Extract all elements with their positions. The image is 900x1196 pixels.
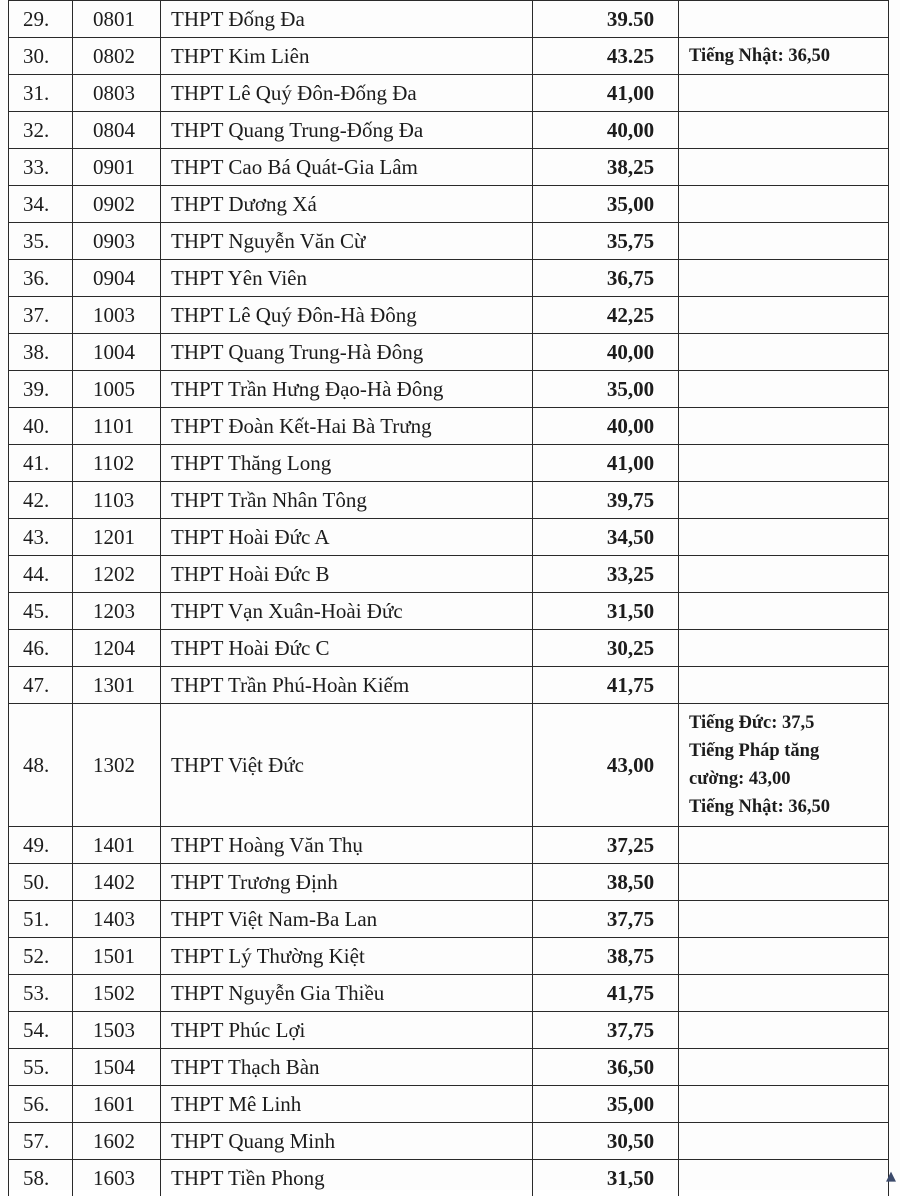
admission-score-cell: 33,25: [533, 556, 679, 593]
school-code-cell: 1004: [73, 334, 161, 371]
school-name-cell: THPT Mê Linh: [161, 1086, 533, 1123]
school-name-cell: THPT Tiền Phong: [161, 1160, 533, 1196]
table-row: [9, 482, 889, 519]
school-code-cell: 0801: [73, 1, 161, 38]
note-cell: [679, 334, 889, 371]
note-cell: [679, 1049, 889, 1086]
row-number-cell: 54.: [9, 1012, 73, 1049]
admission-score-cell: 38,75: [533, 938, 679, 975]
page-edge-mark: ▲: [886, 1170, 900, 1184]
school-code-cell: 0901: [73, 149, 161, 186]
school-name-cell: THPT Kim Liên: [161, 38, 533, 75]
school-code-cell: 1504: [73, 1049, 161, 1086]
note-cell: [679, 901, 889, 938]
note-cell: [679, 112, 889, 149]
school-code-cell: 0804: [73, 112, 161, 149]
school-name-cell: THPT Nguyễn Gia Thiều: [161, 975, 533, 1012]
school-name-cell: THPT Vạn Xuân-Hoài Đức: [161, 593, 533, 630]
admission-score-cell: 38,25: [533, 149, 679, 186]
note-cell: [679, 667, 889, 704]
admission-score-cell: 40,00: [533, 112, 679, 149]
table-row: [9, 371, 889, 408]
admission-score-cell: 30,25: [533, 630, 679, 667]
row-number-cell: 41.: [9, 445, 73, 482]
row-number-cell: 49.: [9, 827, 73, 864]
school-name-cell: THPT Trần Hưng Đạo-Hà Đông: [161, 371, 533, 408]
row-number-cell: 58.: [9, 1160, 73, 1196]
note-cell: [679, 186, 889, 223]
admission-score-cell: 41,00: [533, 445, 679, 482]
note-line: Tiếng Nhật: 36,50: [689, 793, 888, 821]
row-number-cell: 30.: [9, 38, 73, 75]
admission-score-cell: 41,75: [533, 667, 679, 704]
school-code-cell: 1101: [73, 408, 161, 445]
row-number-cell: 45.: [9, 593, 73, 630]
table-row: [9, 112, 889, 149]
school-code-cell: 1403: [73, 901, 161, 938]
row-number-cell: 37.: [9, 297, 73, 334]
note-cell: [679, 704, 889, 827]
table-row: [9, 445, 889, 482]
admission-score-cell: 38,50: [533, 864, 679, 901]
school-name-cell: THPT Trần Nhân Tông: [161, 482, 533, 519]
admission-score-cell: 35,00: [533, 1086, 679, 1123]
note-line: Tiếng Đức: 37,5: [689, 709, 888, 737]
admission-score-cell: 41,00: [533, 75, 679, 112]
note-line: cường: 43,00: [689, 765, 888, 793]
school-code-cell: 1003: [73, 297, 161, 334]
school-code-cell: 1602: [73, 1123, 161, 1160]
table-row: [9, 1, 889, 38]
table-row: [9, 519, 889, 556]
row-number-cell: 55.: [9, 1049, 73, 1086]
row-number-cell: 39.: [9, 371, 73, 408]
admission-score-cell: 39.50: [533, 1, 679, 38]
admission-score-cell: 43,00: [533, 704, 679, 827]
note-cell: [679, 482, 889, 519]
school-name-cell: THPT Cao Bá Quát-Gia Lâm: [161, 149, 533, 186]
school-code-cell: 1202: [73, 556, 161, 593]
table-row: [9, 593, 889, 630]
school-code-cell: 1402: [73, 864, 161, 901]
school-code-cell: 1103: [73, 482, 161, 519]
school-name-cell: THPT Quang Trung-Hà Đông: [161, 334, 533, 371]
note-cell: [679, 827, 889, 864]
school-name-cell: THPT Dương Xá: [161, 186, 533, 223]
table-row: [9, 38, 889, 75]
admission-score-cell: 41,75: [533, 975, 679, 1012]
admission-score-cell: 37,75: [533, 1012, 679, 1049]
note-cell: [679, 1160, 889, 1196]
row-number-cell: 47.: [9, 667, 73, 704]
school-name-cell: THPT Phúc Lợi: [161, 1012, 533, 1049]
admission-score-table: [8, 0, 889, 1196]
note-line: Tiếng Nhật: 36,50: [689, 42, 888, 70]
admission-score-cell: 34,50: [533, 519, 679, 556]
row-number-cell: 52.: [9, 938, 73, 975]
table-row: [9, 901, 889, 938]
note-cell: [679, 864, 889, 901]
school-code-cell: 1201: [73, 519, 161, 556]
school-code-cell: 0902: [73, 186, 161, 223]
admission-score-cell: 31,50: [533, 593, 679, 630]
note-cell: [679, 260, 889, 297]
school-name-cell: THPT Lê Quý Đôn-Hà Đông: [161, 297, 533, 334]
admission-score-cell: 31,50: [533, 1160, 679, 1196]
note-cell: [679, 1123, 889, 1160]
school-name-cell: THPT Lê Quý Đôn-Đống Đa: [161, 75, 533, 112]
note-cell: [679, 519, 889, 556]
note-cell: [679, 75, 889, 112]
row-number-cell: 53.: [9, 975, 73, 1012]
admission-score-cell: 40,00: [533, 408, 679, 445]
row-number-cell: 36.: [9, 260, 73, 297]
admission-score-cell: 40,00: [533, 334, 679, 371]
table-row: [9, 667, 889, 704]
row-number-cell: 44.: [9, 556, 73, 593]
admission-score-cell: 37,25: [533, 827, 679, 864]
note-cell: [679, 38, 889, 75]
admission-score-cell: 35,00: [533, 371, 679, 408]
row-number-cell: 35.: [9, 223, 73, 260]
table-row: [9, 864, 889, 901]
table-row: [9, 827, 889, 864]
admission-score-cell: 30,50: [533, 1123, 679, 1160]
note-cell: [679, 297, 889, 334]
table-row: [9, 223, 889, 260]
school-code-cell: 1203: [73, 593, 161, 630]
table-row: [9, 938, 889, 975]
note-cell: [679, 408, 889, 445]
school-code-cell: 1204: [73, 630, 161, 667]
school-name-cell: THPT Hoài Đức B: [161, 556, 533, 593]
school-code-cell: 1401: [73, 827, 161, 864]
note-cell: [679, 630, 889, 667]
table-row: [9, 975, 889, 1012]
table-row: [9, 260, 889, 297]
table-row: [9, 556, 889, 593]
admission-score-cell: 35,00: [533, 186, 679, 223]
school-code-cell: 0904: [73, 260, 161, 297]
table-row: [9, 334, 889, 371]
admission-score-cell: 42,25: [533, 297, 679, 334]
school-code-cell: 0903: [73, 223, 161, 260]
note-cell: [679, 1, 889, 38]
note-cell: [679, 975, 889, 1012]
table-row: [9, 704, 889, 827]
admission-score-cell: 43.25: [533, 38, 679, 75]
admission-score-cell: 39,75: [533, 482, 679, 519]
table-row: [9, 75, 889, 112]
admission-score-cell: 36,50: [533, 1049, 679, 1086]
row-number-cell: 40.: [9, 408, 73, 445]
row-number-cell: 56.: [9, 1086, 73, 1123]
school-code-cell: 1102: [73, 445, 161, 482]
row-number-cell: 34.: [9, 186, 73, 223]
table-row: [9, 1160, 889, 1196]
note-cell: [679, 556, 889, 593]
school-name-cell: THPT Nguyễn Văn Cừ: [161, 223, 533, 260]
row-number-cell: 33.: [9, 149, 73, 186]
school-code-cell: 1502: [73, 975, 161, 1012]
school-code-cell: 0802: [73, 38, 161, 75]
school-name-cell: THPT Đoàn Kết-Hai Bà Trưng: [161, 408, 533, 445]
school-name-cell: THPT Trần Phú-Hoàn Kiếm: [161, 667, 533, 704]
school-code-cell: 1603: [73, 1160, 161, 1196]
note-cell: [679, 371, 889, 408]
table-row: [9, 1086, 889, 1123]
table-row: [9, 1049, 889, 1086]
school-name-cell: THPT Đống Đa: [161, 1, 533, 38]
row-number-cell: 38.: [9, 334, 73, 371]
school-name-cell: THPT Yên Viên: [161, 260, 533, 297]
row-number-cell: 29.: [9, 1, 73, 38]
table-row: [9, 1123, 889, 1160]
school-name-cell: THPT Thạch Bàn: [161, 1049, 533, 1086]
note-cell: [679, 1012, 889, 1049]
school-name-cell: THPT Quang Minh: [161, 1123, 533, 1160]
school-name-cell: THPT Hoài Đức C: [161, 630, 533, 667]
row-number-cell: 42.: [9, 482, 73, 519]
school-code-cell: 1301: [73, 667, 161, 704]
row-number-cell: 51.: [9, 901, 73, 938]
table-row: [9, 408, 889, 445]
school-code-cell: 1005: [73, 371, 161, 408]
row-number-cell: 32.: [9, 112, 73, 149]
table-row: [9, 186, 889, 223]
row-number-cell: 31.: [9, 75, 73, 112]
school-name-cell: THPT Hoàng Văn Thụ: [161, 827, 533, 864]
row-number-cell: 48.: [9, 704, 73, 827]
note-cell: [679, 593, 889, 630]
note-cell: [679, 1086, 889, 1123]
school-name-cell: THPT Hoài Đức A: [161, 519, 533, 556]
school-code-cell: 1503: [73, 1012, 161, 1049]
school-name-cell: THPT Quang Trung-Đống Đa: [161, 112, 533, 149]
school-name-cell: THPT Việt Đức: [161, 704, 533, 827]
school-name-cell: THPT Lý Thường Kiệt: [161, 938, 533, 975]
school-code-cell: 1302: [73, 704, 161, 827]
note-line: Tiếng Pháp tăng: [689, 737, 888, 765]
school-name-cell: THPT Thăng Long: [161, 445, 533, 482]
table-body: [9, 1, 889, 1196]
school-code-cell: 1601: [73, 1086, 161, 1123]
school-name-cell: THPT Việt Nam-Ba Lan: [161, 901, 533, 938]
row-number-cell: 57.: [9, 1123, 73, 1160]
note-cell: [679, 149, 889, 186]
table-row: [9, 149, 889, 186]
table-row: [9, 1012, 889, 1049]
note-cell: [679, 223, 889, 260]
row-number-cell: 50.: [9, 864, 73, 901]
note-cell: [679, 938, 889, 975]
school-name-cell: THPT Trương Định: [161, 864, 533, 901]
table-row: [9, 630, 889, 667]
row-number-cell: 46.: [9, 630, 73, 667]
admission-score-cell: 35,75: [533, 223, 679, 260]
row-number-cell: 43.: [9, 519, 73, 556]
admission-score-cell: 36,75: [533, 260, 679, 297]
table-row: [9, 297, 889, 334]
note-cell: [679, 445, 889, 482]
admission-score-cell: 37,75: [533, 901, 679, 938]
school-code-cell: 1501: [73, 938, 161, 975]
school-code-cell: 0803: [73, 75, 161, 112]
